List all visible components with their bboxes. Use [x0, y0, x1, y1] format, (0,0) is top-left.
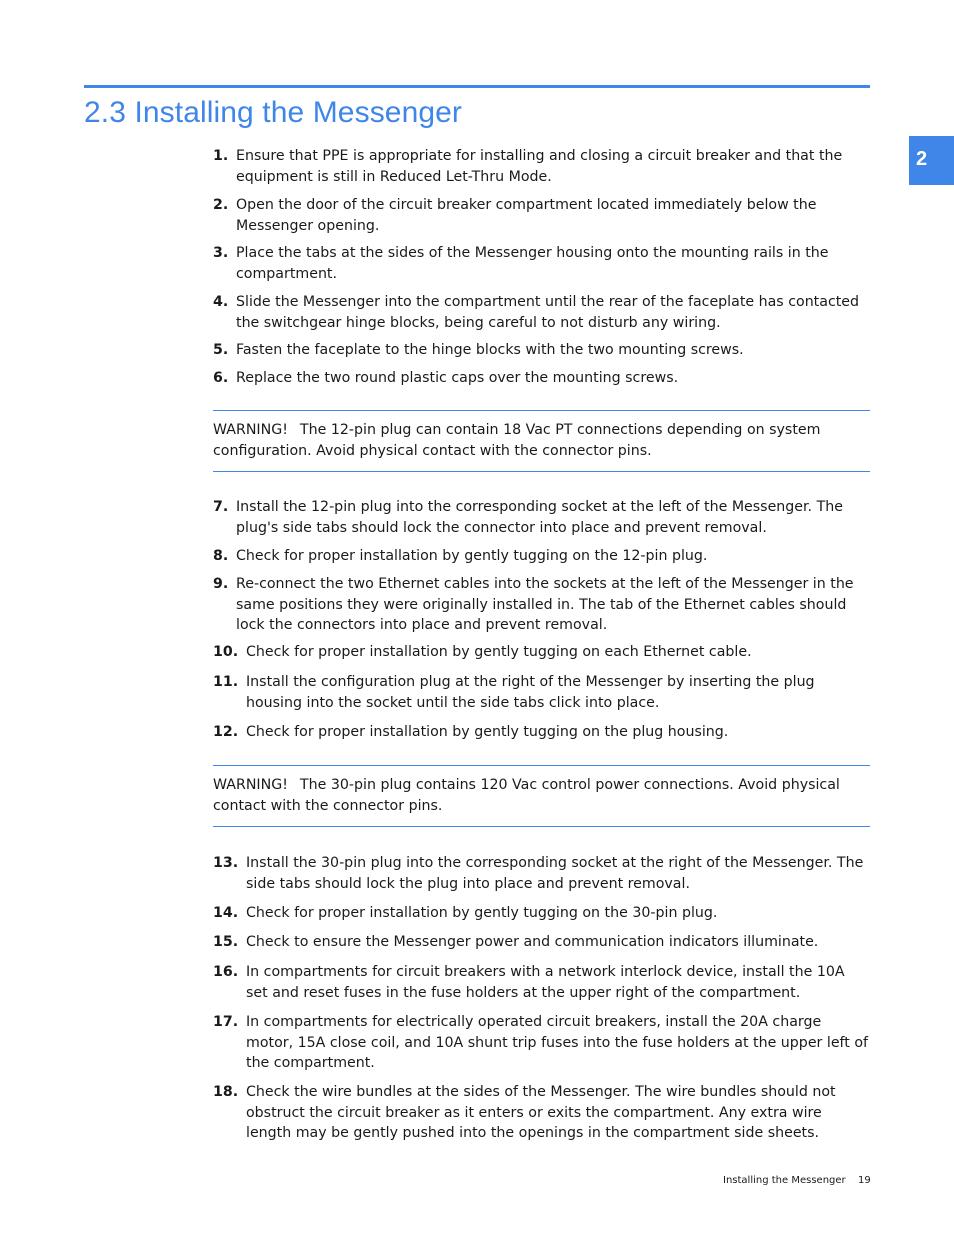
- step-number: 12.: [213, 724, 239, 740]
- step-text: Check for proper installation by gently tugging on the 12-pin plug.: [236, 548, 708, 564]
- step-number: 18.: [213, 1084, 239, 1100]
- step-number: 15.: [213, 934, 239, 950]
- step-text: Check for proper installation by gently tugging on each Ethernet cable.: [246, 644, 752, 660]
- step-number: 17.: [213, 1014, 239, 1030]
- step-text: Place the tabs at the sides of the Messenger housing onto the mounting rails in the compartment.: [236, 245, 829, 282]
- step-number: 3.: [213, 245, 229, 261]
- list-item: [213, 903, 870, 924]
- step-number: 13.: [213, 855, 239, 871]
- list-item: [213, 574, 870, 636]
- footer-section-title: Installing the Messenger: [723, 1175, 846, 1186]
- step-text: In compartments for electrically operated circuit breakers, install the 20A charge motor, 15A close coil, and 10A shunt trip fuses into the fuse holders at the upper left of the compartment.: [246, 1014, 869, 1071]
- step-number: 6.: [213, 370, 229, 386]
- step-number: 4.: [213, 294, 229, 310]
- step-number: 1.: [213, 148, 229, 164]
- warning-box: [213, 765, 870, 827]
- warning-text: The 30-pin plug contains 120 Vac control power connections. Avoid physical contact with the connector pins.: [213, 777, 840, 814]
- list-item: [213, 932, 870, 953]
- step-number: 14.: [213, 905, 239, 921]
- step-text: Re-connect the two Ethernet cables into the sockets at the left of the Messenger in the same positions they were originally installed in. The tab of the Ethernet cables should lock the connectors into place and prevent removal.: [236, 576, 854, 633]
- warning-label: WARNING!: [213, 422, 288, 438]
- step-text: Ensure that PPE is appropriate for installing and closing a circuit breaker and that the equipment is still in Reduced Let-Thru Mode.: [236, 148, 843, 185]
- step-text: Check the wire bundles at the sides of the Messenger. The wire bundles should not obstruct the circuit breaker as it enters or exits the compartment. Any extra wire length may be gently pushed into the openings in the compartment side sheets.: [246, 1084, 836, 1141]
- step-text: Install the 12-pin plug into the corresponding socket at the left of the Messenger. The plug's side tabs should lock the connector into place and prevent removal.: [236, 499, 843, 536]
- page-title: 2.3 Installing the Messenger: [84, 96, 463, 129]
- list-item: [213, 340, 870, 361]
- list-item: [213, 146, 870, 187]
- list-item: [213, 1082, 870, 1144]
- list-item: [213, 962, 870, 1003]
- step-text: Replace the two round plastic caps over the mounting screws.: [236, 370, 679, 386]
- step-number: 16.: [213, 964, 239, 980]
- list-item: [213, 722, 870, 743]
- list-item: [213, 368, 870, 389]
- header-rule: [84, 85, 870, 88]
- list-item: [213, 546, 870, 567]
- list-item: [213, 243, 870, 284]
- list-item: [213, 497, 870, 538]
- step-number: 2.: [213, 197, 229, 213]
- list-item: [213, 642, 870, 663]
- step-number: 8.: [213, 548, 229, 564]
- list-item: [213, 195, 870, 236]
- warning-box: [213, 410, 870, 472]
- footer-page-number: 19: [858, 1175, 871, 1186]
- step-text: In compartments for circuit breakers with a network interlock device, install the 10A set and reset fuses in the fuse holders at the upper right of the compartment.: [246, 964, 845, 1001]
- list-item: [213, 292, 870, 333]
- step-text: Install the 30-pin plug into the corresponding socket at the right of the Messenger. The side tabs should lock the plug into place and prevent removal.: [246, 855, 864, 892]
- list-item: [213, 672, 870, 713]
- step-number: 7.: [213, 499, 229, 515]
- step-number: 10.: [213, 644, 239, 660]
- warning-text: The 12-pin plug can contain 18 Vac PT connections depending on system configuration. Avoid physical contact with the connector pins.: [213, 422, 821, 459]
- list-item: [213, 1012, 870, 1074]
- step-text: Fasten the faceplate to the hinge blocks with the two mounting screws.: [236, 342, 744, 358]
- step-text: Slide the Messenger into the compartment until the rear of the faceplate has contacted the switchgear hinge blocks, being careful to not disturb any wiring.: [236, 294, 860, 331]
- step-text: Check for proper installation by gently tugging on the 30-pin plug.: [246, 905, 718, 921]
- chapter-tab: 2: [909, 136, 954, 185]
- step-number: 5.: [213, 342, 229, 358]
- warning-label: WARNING!: [213, 777, 288, 793]
- step-text: Check to ensure the Messenger power and communication indicators illuminate.: [246, 934, 819, 950]
- step-number: 11.: [213, 674, 239, 690]
- step-text: Open the door of the circuit breaker compartment located immediately below the Messenger opening.: [236, 197, 817, 234]
- step-text: Check for proper installation by gently tugging on the plug housing.: [246, 724, 729, 740]
- list-item: [213, 853, 870, 894]
- step-text: Install the configuration plug at the right of the Messenger by inserting the plug housing into the socket until the side tabs click into place.: [246, 674, 815, 711]
- step-number: 9.: [213, 576, 229, 592]
